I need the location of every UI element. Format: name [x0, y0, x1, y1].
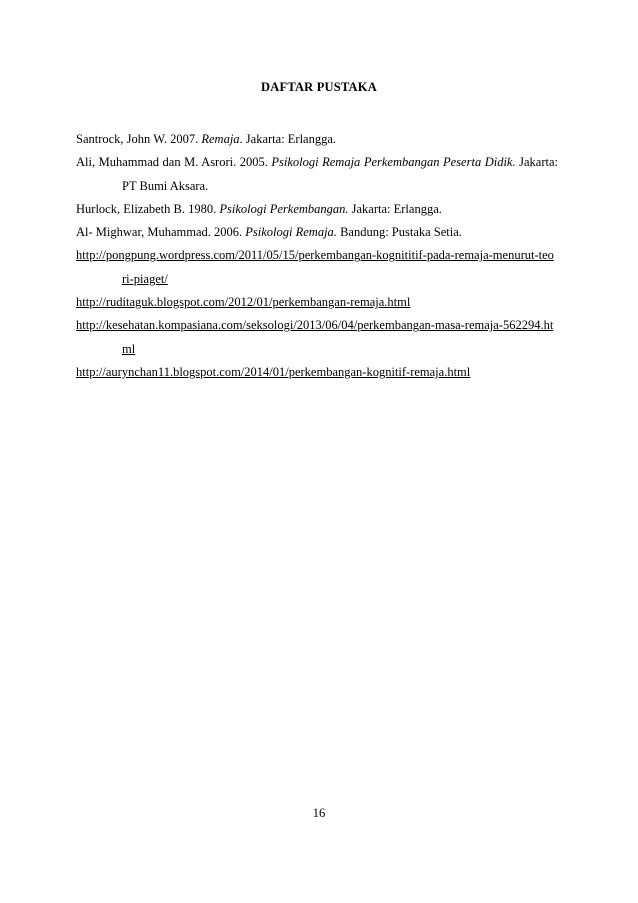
- reference-link[interactable]: http://aurynchan11.blogspot.com/2014/01/perkembangan-kognitif-remaja.html: [76, 364, 471, 379]
- reference-author-year: Al- Mighwar, Muhammad. 2006.: [76, 225, 246, 240]
- reference-entry: [76, 151, 558, 198]
- reference-link-entry: [76, 314, 558, 361]
- reference-publisher: Bandung: Pustaka Setia.: [336, 225, 462, 240]
- reference-link-entry: [76, 291, 558, 314]
- reference-list: [76, 128, 558, 384]
- reference-publisher: . Jakarta: Erlangga.: [239, 132, 337, 146]
- reference-link[interactable]: http://pongpung.wordpress.com/2011/05/15/perkembangan-kognititif-pada-remaja-menurut-teori-piaget/: [76, 248, 554, 286]
- page-number: 16: [312, 806, 326, 820]
- reference-publisher: Jakarta: Erlangga.: [348, 201, 442, 216]
- reference-book-title: Remaja: [201, 132, 240, 146]
- reference-link[interactable]: http://ruditaguk.blogspot.com/2012/01/perkembangan-remaja.html: [76, 295, 411, 310]
- reference-author-year: Ali, Muhammad dan M. Asrori. 2005.: [76, 155, 272, 170]
- reference-author-year: Santrock, John W. 2007.: [76, 132, 202, 146]
- reference-author-year: Hurlock, Elizabeth B. 1980.: [76, 201, 220, 216]
- reference-link[interactable]: http://kesehatan.kompasiana.com/seksologi/2013/06/04/perkembangan-masa-remaja-562294.html: [76, 318, 554, 356]
- reference-link-entry: [76, 244, 558, 291]
- reference-entry: [76, 198, 558, 221]
- reference-book-title: Psikologi Perkembangan.: [219, 201, 349, 216]
- page-title: DAFTAR PUSTAKA: [261, 80, 377, 94]
- reference-entry: [76, 221, 558, 244]
- reference-book-title: Psikologi Remaja Perkembangan Peserta Didik.: [271, 155, 516, 170]
- reference-book-title: Psikologi Remaja.: [245, 225, 337, 240]
- reference-entry: [76, 128, 558, 151]
- reference-link-entry: [76, 361, 558, 384]
- reference-publisher: Jakarta: PT Bumi Aksara.: [122, 155, 558, 193]
